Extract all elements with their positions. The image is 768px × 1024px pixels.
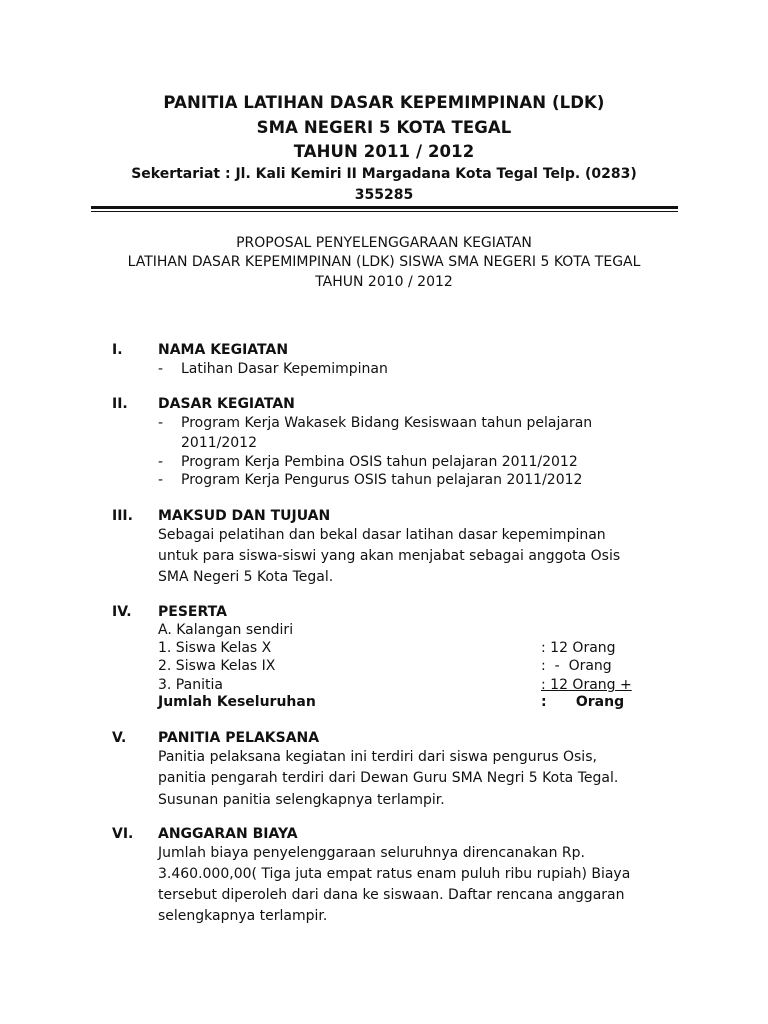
section-5-text: Panitia pelaksana kegiatan ini terdiri dari siswa pengurus Osis, bbox=[158, 749, 597, 765]
section-2-item: Program Kerja Wakasek Bidang Kesiswaan tahun pelajaran bbox=[181, 415, 593, 431]
section-2-number: II. bbox=[112, 396, 128, 412]
section-6-number: VI. bbox=[112, 826, 134, 842]
header-rule-thick bbox=[91, 206, 678, 209]
proposal-title bbox=[80, 234, 688, 292]
section-6-text: 3.460.000,00( Tiga juta empat ratus enam puluh ribu rupiah) Biaya bbox=[158, 866, 631, 882]
section-2-item: Program Kerja Pengurus OSIS tahun pelajaran 2011/2012 bbox=[181, 472, 583, 488]
section-1-number: I. bbox=[112, 342, 123, 358]
header-title-line1: PANITIA LATIHAN DASAR KEPEMIMPINAN (LDK) bbox=[163, 93, 605, 112]
section-2-item: Program Kerja Pembina OSIS tahun pelajaran 2011/2012 bbox=[181, 454, 578, 470]
proposal-line2: LATIHAN DASAR KEPEMIMPINAN (LDK) SISWA SMA NEGERI 5 KOTA TEGAL bbox=[127, 254, 641, 271]
section-5-text: Susunan panitia selengkapnya terlampir. bbox=[158, 792, 445, 808]
participant-row-label: 3. Panitia bbox=[158, 677, 223, 693]
section-3-number: III. bbox=[112, 508, 133, 524]
header-sekretariat: Sekertariat : Jl. Kali Kemiri II Margadana Kota Tegal Telp. (0283) 355285 bbox=[131, 166, 637, 203]
section-3-text: Sebagai pelatihan dan bekal dasar latihan dasar kepemimpinan bbox=[158, 527, 606, 543]
header-title-line2: SMA NEGERI 5 KOTA TEGAL bbox=[256, 118, 512, 137]
list-bullet: - bbox=[158, 361, 164, 377]
section-6-text: tersebut diperoleh dari dana ke siswaan. Daftar rencana anggaran bbox=[158, 887, 625, 903]
section-5-text: panitia pengarah terdiri dari Dewan Guru SMA Negri 5 Kota Tegal. bbox=[158, 770, 619, 786]
section-6-text: Jumlah biaya penyelenggaraan seluruhnya direncanakan Rp. bbox=[158, 845, 585, 861]
participant-row-value-subtotal: : 12 Orang + bbox=[541, 677, 632, 693]
participant-total-value: : Orang bbox=[541, 694, 625, 710]
section-2-title: DASAR KEGIATAN bbox=[158, 396, 295, 412]
section-4-subtitle: A. Kalangan sendiri bbox=[158, 622, 294, 638]
section-3-text: SMA Negeri 5 Kota Tegal. bbox=[158, 569, 334, 585]
header-rule-thin bbox=[91, 211, 678, 212]
header-title-line3: TAHUN 2011 / 2012 bbox=[293, 142, 475, 161]
proposal-line1: PROPOSAL PENYELENGGARAAN KEGIATAN bbox=[236, 235, 532, 251]
list-bullet: - bbox=[158, 415, 164, 431]
section-4-number: IV. bbox=[112, 604, 132, 620]
participant-row-label: 2. Siswa Kelas IX bbox=[158, 658, 276, 674]
section-1-item: Latihan Dasar Kepemimpinan bbox=[181, 361, 388, 377]
proposal-line3: TAHUN 2010 / 2012 bbox=[315, 273, 453, 290]
list-bullet: - bbox=[158, 454, 164, 470]
section-1-title: NAMA KEGIATAN bbox=[158, 342, 289, 358]
participant-row-label: 1. Siswa Kelas X bbox=[158, 640, 272, 656]
section-3-text: untuk para siswa-siswi yang akan menjabat sebagai anggota Osis bbox=[158, 548, 621, 564]
list-bullet: - bbox=[158, 472, 164, 488]
section-6-text: selengkapnya terlampir. bbox=[158, 908, 328, 924]
participant-row-value: : 12 Orang bbox=[541, 640, 616, 656]
participant-row-value: : - Orang bbox=[541, 658, 612, 674]
participant-total-label: Jumlah Keseluruhan bbox=[158, 694, 316, 710]
section-5-number: V. bbox=[112, 730, 127, 746]
section-3-title: MAKSUD DAN TUJUAN bbox=[158, 508, 331, 524]
section-2-item-cont: 2011/2012 bbox=[181, 435, 257, 451]
section-4-title: PESERTA bbox=[158, 604, 227, 620]
section-6-title: ANGGARAN BIAYA bbox=[158, 826, 298, 842]
section-5-title: PANITIA PELAKSANA bbox=[158, 730, 320, 746]
